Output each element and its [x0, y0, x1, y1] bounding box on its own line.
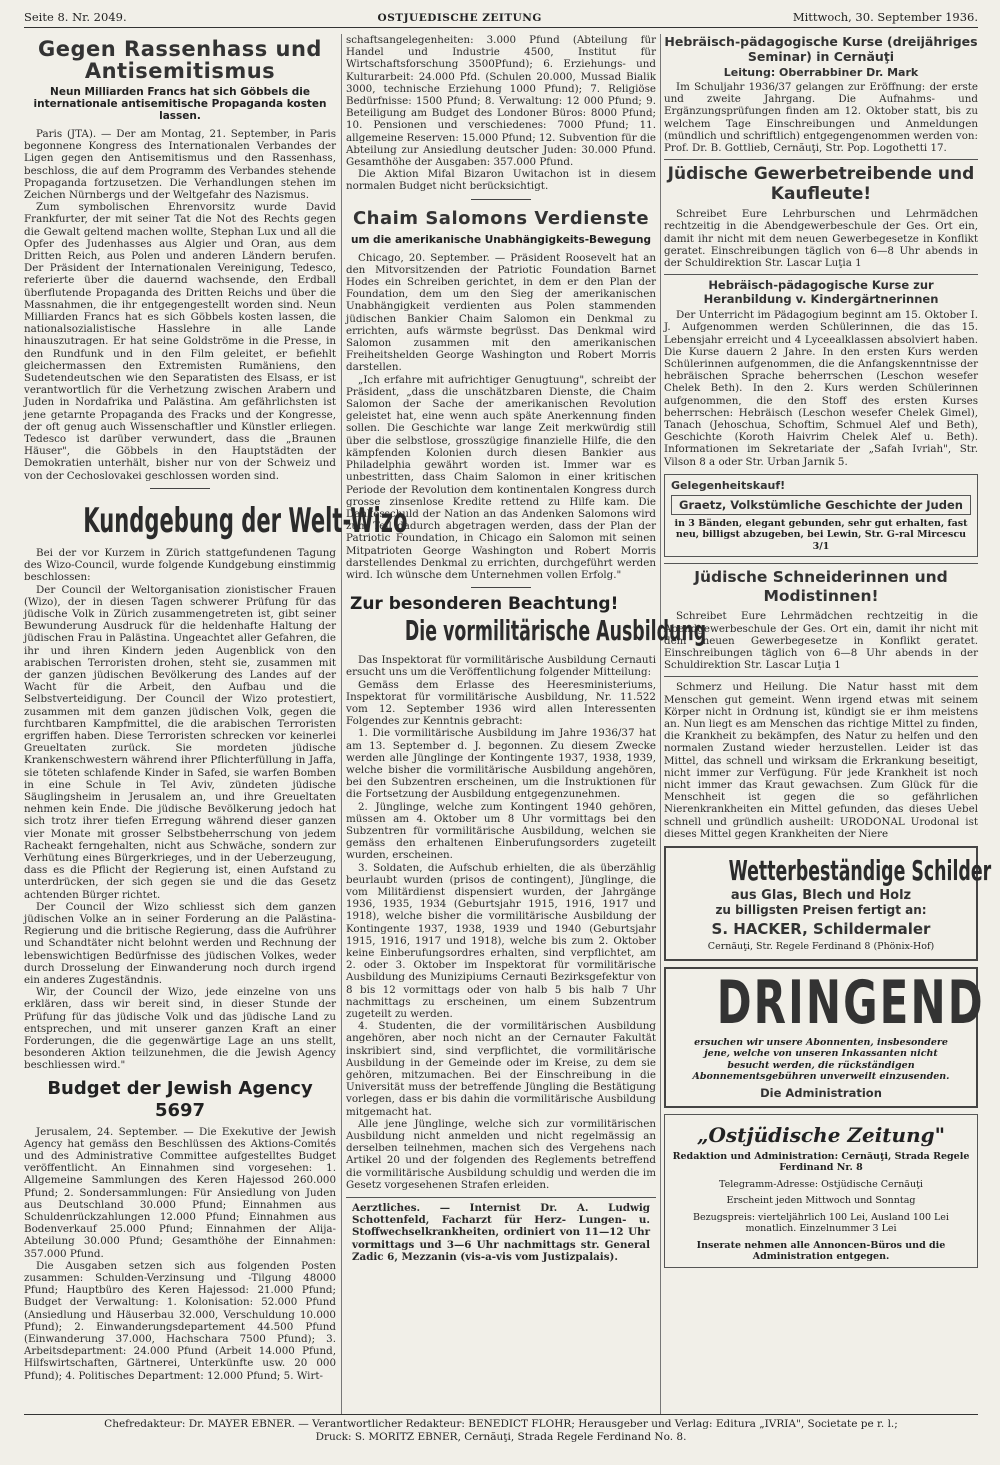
- ad-company-name: S. HACKER, Schildermaler: [711, 920, 931, 939]
- article-paragraph: Bei der vor Kurzem in Zürich stattgefundenen Tagung des Wizo-Council, wurde folgende Kundgebung einstimmig beschlossen:: [24, 546, 336, 584]
- ad-zeitung-impressum: [664, 1114, 978, 1268]
- ad-subtitle: zu billigsten Preisen fertigt an:: [715, 903, 927, 918]
- ad-title: Graetz, Volkstümliche Geschichte der Juden: [671, 495, 971, 515]
- ad-text: Schreibet Eure Lehrburschen und Lehrmädchen rechtzeitig in die Abendgewerbeschule der Ges. Ort ein, damit ihr nicht mit dem neuen Gewerbegesetze in Konflikt geratet. Einschreibungen täglich von 6—8 Uhr abends in der Schuldirektion Str. Lascar Luţia 1: [664, 208, 978, 270]
- ad-title: DRINGEND: [716, 967, 985, 1038]
- article-separator: [471, 587, 531, 588]
- article-title-rassenhass: Gegen Rassenhass und Antisemitismus: [38, 37, 322, 83]
- article-title-chaim: Chaim Salomons Verdienste: [352, 207, 650, 229]
- article-paragraph: Gemäss dem Erlasse des Heeresministeriums, Inspektorat für vormilitärische Ausbildung, Nr. 11.522 vom 12. September 1936 wird allen Interessenten Folgendes zur Kenntnis gebracht:: [346, 678, 656, 728]
- article-paragraph: schaftsangelegenheiten: 3.000 Pfund (Abteilung für Handel und Industrie 4500, Institut für Wirtschaftsforschung 3500Pfund); 6. Erziehungs- und Kulturarbeit: 24.000 Pfd. (Schulen 20.000, Mussad Bialik 3000, technische Erziehung 1000 Pfund); 7. Religiöse Bedürfnisse: 1500 Pfund; 8. Verwaltung: 12 000 Pfund; 9. Beteiligung am Budget des Londoner Büros: 8000 Pfund; 10. Pensionen und verschiedenes: 7000 Pfund; 11. allgemeine Reserven: 15.000 Pfund; 12. Subvention für die Abteilung zur Ansiedlung deutscher Juden: 30.000 Pfund. Gesamthöhe der Ausgaben: 357.000 Pfund.: [346, 34, 656, 169]
- article-title-wizo: Kundgebung der Welt-Wizo: [83, 500, 408, 541]
- article-title-budget: Budget der Jewish Agency 5697: [47, 1077, 313, 1121]
- ad-address: Cernăuţi, Str. Regele Ferdinand 8 (Phönix-Hof): [707, 941, 935, 953]
- column-1: [24, 34, 408, 1414]
- article-paragraph: Chicago, 20. September. — Präsident Roosevelt hat an den Mitvorsitzenden der Patriotic Foundation Barnet Hodes ein Schreiben gerichtet, in dem er den Plan der Foundation, dem um den Sieg der amerikanischen Unabhängigkeit verdienten aus Polen stammenden jüdischen Bankier Chaim Salomon ein Denkmal zu errichten, aufs wärmste begrüsst. Das Denkmal wird Salomon zusammen mit den amerikanischen Freiheitshelden George Washington und Robert Morris darstellen.: [346, 251, 656, 374]
- article-paragraph: Alle jene Jünglinge, welche sich zur vormilitärischen Ausbildung nicht anmelden und nicht regelmässig an derselben teilnehmen, machen sich des Vergehens nach Artikel 20 und der folgenden des Reglements betreffend die vormilitärische Ausbildung schuldig und werden die im Gesetz vorgesehenen Strafen erleiden.: [346, 1117, 656, 1191]
- ad-subtitle: aus Glas, Blech und Holz: [730, 888, 912, 904]
- ad-title: Jüdische Schneiderinnen und Modistinnen!: [694, 568, 948, 606]
- header-page-number: Seite 8. Nr. 2049.: [24, 10, 127, 24]
- footer-line: Druck: S. MORITZ EBNER, Cernăuţi, Strada Regele Ferdinand No. 8.: [315, 1431, 687, 1443]
- impressum-text: Inserate nehmen alle Annoncen-Büros und die Administration entgegen.: [696, 1239, 946, 1263]
- ad-text: Schreibet Eure Lehrmädchen rechtzeitig in die Abendgewerbeschule der Ges. Ort ein, damit ihr nicht mit dem neuen Gewerbegesetze in Konflikt geratet. Einschreibungen täglich von 6—8 Uhr abends in der Schuldirektion Str. Lascar Luţia 1: [664, 610, 978, 672]
- impressum-text: Telegramm-Adresse: Ostjüdische Cernăuţi: [719, 1178, 923, 1190]
- newspaper-page: [24, 10, 992, 1450]
- article-subtitle-chaim: um die amerikanische Unabhängigkeits-Bewegung: [350, 233, 651, 246]
- ad-schneiderinnen: [664, 563, 978, 671]
- column-divider: [341, 34, 342, 1414]
- ad-gelegenheitskauf: [664, 474, 978, 558]
- article-paragraph: Die Ausgaben setzen sich aus folgenden Posten zusammen: Schulden-Verzinsung und -Tilgung 48000 Pfund; Hauptbüro des Keren Hajessod: 21.000 Pfund; Budget der Verwaltung: 1. Kolonisation: 52.000 Pfund (Ansiedlung und Häuserbau 32.000, Verschuldung 10.000 Pfund); 2. Einwanderungsdepartement 44.500 Pfund (Einwanderung 37.000, Hachschara 7500 Pfund); 3. Arbeitsdepartment: 24.000 Pfund (Arbeit 14.000 Pfund, Hilfswirtschaften, Gärtnerei, Unterkünfte usw. 20 000 Pfund); 4. Politisches Department: 12.000 Pfund; 5. Wirt-: [24, 1259, 336, 1382]
- ad-signature: Die Administration: [760, 1085, 882, 1100]
- footer-line: Chefredakteur: Dr. MAYER EBNER. — Verantwortlicher Redakteur: BENEDICT FLOHR; Herausgeber und Verlag: Editura „IVRIA", Societate pe r. l.;: [104, 1418, 898, 1430]
- article-paragraph: 3. Soldaten, die Aufschub erhielten, die als überzählig beurlaubt wurden (prisos de contingent), Jünglinge, die vom Militärdienst dispensiert wurden, der Jahrgänge 1936, 1935, 1934 (Geburtsjahr 1915, 1916, 1917 und 1918), welche bisher die vormilitärische Ausbildung der Kontingente 1937, 1938, 1939 und 1940 (Geburtsjahr 1915, 1916, 1917 und 1918), welche bis zum 2. Oktober keine Einberufungsordres erhalten, sind verpflichtet, am 2. oder 3. Oktober im Inspektorat für vormilitärische Ausbildung des Munizipiums Cernauti Bezirksgefektur von 8 bis 12 vormittags oder von halb 5 bis halb 7 Uhr nachmittags zu erscheinen, um einem Subzentrum zugeteilt zu werden.: [346, 861, 656, 1021]
- ad-gewerbetreibende: [664, 159, 978, 269]
- article-paragraph: Paris (JTA). — Der am Montag, 21. September, in Paris begonnene Kongress des Internationalen Verbandes der Ligen gegen den Antisemitismus und den Rassenhass, beschloss, die auf dem Programm des Verbandes stehende Propaganda fortzusetzen. Die Verhandlungen stehen im Zeichen Nürnbergs und der Weltgefahr des Nazismus.: [24, 128, 336, 202]
- ad-text: in 3 Bänden, elegant gebunden, sehr gut erhalten, fast neu, billigst abzugeben, bei Lewin, Str. G-ral Mircescu 3/1: [674, 517, 968, 552]
- ad-text: Schmerz und Heilung. Die Natur hasst mit dem Menschen gut gemeint. Wenn irgend etwas mit seinem Körper nicht in Ordnung ist, kündigt sie er ihm meistens an. Nun liegt es am Menschen das richtige Mittel zu finden, die Krankheit zu bekämpfen, des Natur zu helfen und den normalen Zustand wieder herzustellen. Leider ist das Mittel, das schnell und wirksam die Erkrankung beseitigt, nicht immer zur Verfügung. Für jede Krankheit ist noch nicht immer das Kraut gewachsen. Zum Glück für die Menschheit ist gegen die so gefährlichen Nierenkrankheiten ein Mittel gefunden, das dieses Uebel schnell und gründlich ausheilt: URODONAL Urodonal ist dieses Mittel gegen Krankheiten der Niere: [664, 681, 978, 840]
- impressum-text: Bezugspreis: vierteljährlich 100 Lei, Ausland 100 Lei monatlich. Einzelnummer 3 Lei: [693, 1211, 949, 1235]
- newspaper-logo: „Ostjüdische Zeitung": [696, 1122, 946, 1147]
- impressum-text: Erscheint jeden Mittwoch und Sonntag: [726, 1195, 916, 1207]
- ad-text: ersuchen wir unsere Abonnenten, insbesondere jene, welche von unseren Inkassanten nicht besucht werden, die rückständigen Abonnementsgebühren unverweilt einzusenden.: [692, 1036, 950, 1083]
- ad-kindergaertnerinnen: [664, 274, 978, 468]
- ad-hebraeisch-kurse: [664, 34, 978, 154]
- article-paragraph: 1. Die vormilitärische Ausbildung im Jahre 1936/37 hat am 13. September d. J. begonnen. Zu diesem Zwecke werden alle Jünglinge der Kontingente 1937, 1938, 1939, welche bisher die vormilitärische Ausbildung angehören, bei den Subzentren erscheinen, um die Instruktionen für die Fortsetzung der Ausbildung entgegenzunehmen.: [346, 727, 656, 801]
- article-title-vormilitaerisch: Die vormilitärische Ausbildung: [404, 614, 707, 648]
- column-3: [664, 34, 992, 1414]
- article-paragraph: Der Council der Weltorganisation zionistischer Frauen (Wizo), der in diesen Tagen schwerer Prüfung für das jüdische Volk in Zürich zusammengetreten ist, gibt seiner Bewunderung Ausdruck für die heldenhafte Haltung der jüdischen Frau in Palästina. Ungeachtet aller Gefahren, die ihr und ihren Kindern jeden Augenblick von den arabischen Terroristen drohen, steht sie, zusammen mit der ganzen jüdischen Bevölkerung des Landes auf der Wacht für die Arbeit, den Aufbau und die Selbstverteidigung. Der Council der Wizo protestiert, zusammen mit dem ganzen jüdischen Volk, gegen die furchtbaren Kampfmittel, die die arabischen Terroristen ergriffen haben. Diese Terroristen schrecken vor keinerlei Greueltaten zurück. Sie mordeten jüdische Krankenschwestern während ihrer Pflichterfüllung in Jaffa, sie töteten schlafende Kinder in Safed, sie warfen Bomben in eine Schule in Tel Aviv, zündeten jüdische Säuglingsheim in Jerusalem an, und ihre Greueltaten nehmen kein Ende. Die jüdische Bevölkerung jedoch hat sich trotz ihrer tiefen Erregung während dieser ganzen vier Monate mit grosser Selbstbeherrschung von jedem Racheakt ferngehalten, nicht aus Schwäche, sondern zur Verhütung eines Bürgerkrieges, und in der Ueberzeugung, dass es die Pflicht der Regierung ist, einen Aufstand zu unterdrücken, der sich gegen sie und die das Gesetz achtenden Bürger richtet.: [24, 583, 336, 901]
- article-paragraph: Das Inspektorat für vormilitärische Ausbildung Cernauti ersucht uns um die Veröffentlichung folgender Mitteilung:: [346, 654, 656, 679]
- article-paragraph: Der Council der Wizo schliesst sich dem ganzen jüdischen Volke an in seiner Forderung an die Palästina-Regierung und die britische Regierung, dass die Aufrührer und Schandtäter nicht belohnt werden und Rechnung der lebenswichtigen Bedürfnisse des jüdischen Volkes, weder durch Drosselung der Einwanderung noch durch irgend ein anderes Zugeständnis.: [24, 900, 336, 986]
- ad-title: Jüdische Gewerbetreibende und Kaufleute!: [667, 164, 975, 205]
- page-footer: [24, 1414, 978, 1444]
- ad-schmerz-heilung: [664, 676, 978, 840]
- ad-title: Wetterbeständige Schilder: [728, 854, 992, 888]
- ad-text: Aerztliches. — Internist Dr. A. Ludwig Schottenfeld, Facharzt für Herz- Lungen- u. Stoffwechselkrankheiten, ordiniert von 11—12 Uhr vormittags und 3—6 Uhr nachmittags str. General Zadic 6, Mezzanin (vis-a-vis vom Justizpalais).: [352, 1202, 650, 1263]
- article-separator: [471, 199, 531, 200]
- ad-subtitle: Leitung: Oberrabbiner Dr. Mark: [723, 66, 919, 79]
- article-paragraph: 4. Studenten, die der vormilitärischen Ausbildung angehören, aber noch nicht an der Cernauter Fakultät inskribiert sind, sind verpflichtet, die vormilitärische Ausbildung in der Gemeinde oder im Kreise, zu dem sie gehören, mitzumachen. Bei der Einschreibung in die Universität muss der betreffende Jüngling die Bestätigung vorlegen, dass er bis dahin die vormilitärische Ausbildung mitgemacht hat.: [346, 1020, 656, 1118]
- ad-text: Im Schuljahr 1936/37 gelangen zur Eröffnung: der erste und zweite Jahrgang. Die Aufnahms- und Ergänzungsprüfungen finden am 12. Oktober statt, bis zu welchem Tage Einschreibungen und Anmeldungen (mündlich und schriftlich) entgegengenommen werden von: Prof. Dr. B. Gottlieb, Cernăuţi, Str. Pop. Logothetti 17.: [664, 81, 978, 155]
- article-paragraph: Wir, der Council der Wizo, jede einzelne von uns erklären, dass wir bereit sind, in dieser Stunde der Prüfung für das jüdische Volk und das jüdische Land zu entsprechen, und mit unserer ganzen Kraft an einer Forderungen, die die gegenwärtige Lage an uns stellt, besonderen Aktion teilzunehmen, die die Jewish Agency beschliessen wird.": [24, 986, 336, 1072]
- columns: [24, 34, 992, 1414]
- article-subtitle-rassenhass: Neun Milliarden Francs hat sich Göbbels die internationale antisemitische Propaganda kosten lassen.: [33, 86, 327, 122]
- article-paragraph: Die Aktion Mifal Bizaron Uwitachon ist in diesem normalen Budget nicht berücksichtigt.: [346, 168, 656, 193]
- ad-title: Hebräisch-pädagogische Kurse zur Heranbildung v. Kindergärtnerinnen: [703, 278, 939, 306]
- header-date: Mittwoch, 30. September 1936.: [792, 10, 978, 24]
- article-separator: [150, 488, 210, 489]
- article-paragraph: Zum symbolischen Ehrenvorsitz wurde David Frankfurter, der mit seiner Tat die Not des Rechts gegen die Gewalt geltend machen wollte, Stephan Lux und all die Opfer des Judenhasses aus Algier und Oran, aus dem Dritten Reich, aus Polen und anderen Ländern berufen. Der Präsident der Internationalen Vereinigung, Tedesco, referierte über die dauernd wachsende, den Erdball überflutende Propaganda des Dritten Reichs und über die Massnahmen, die ihr entgegengestellt worden sind. Neun Milliarden Francs hat es sich Göbbels kosten lassen, die nationalsozialistische Hasslehre in alle Lande hinauszutragen. Er hat seine Goldströme in die Presse, in den Rundfunk und in den Film geleitet, er befiehlt gleichermassen den Extremisten Rumäniens, den Sudetendeutschen wie den Separatisten des Elsass, er ist verantwortlich für die Verhetzung zwischen Arabern und Juden in Nordafrika und Palästina. Am gefährlichsten ist jene getarnte Propaganda des Fracks und der Kongresse, der oft genug auch Wissenschaftler und Künstler erliegen. Tedesco ist darüber verwundert, dass die „Braunen Häuser", die Göbbels in den Hauptstädten der Demokratien unterhält, bisher nur von der Schweiz und von der Cechoslovakei geschlossen worden sind.: [24, 201, 336, 482]
- ad-kicker: Gelegenheitskauf!: [671, 478, 786, 492]
- ad-aerztliches: [346, 1197, 656, 1267]
- ad-title: Hebräisch-pädagogische Kurse (dreijähriges Seminar) in Cernăuţi: [664, 34, 978, 64]
- page-header: [24, 10, 978, 28]
- column-divider: [660, 34, 661, 1414]
- ad-schilder: [664, 846, 992, 961]
- header-masthead: OSTJUEDISCHE ZEITUNG: [377, 12, 542, 24]
- article-paragraph: Jerusalem, 24. September. — Die Exekutive der Jewish Agency hat gemäss den Beschlüssen des Aktions-Comités und des Administrative Committee aufgestelltes Budget veröffentlicht. An Einnahmen sind vorgesehen: 1. Allgemeine Sammlungen des Keren Hajessod 260.000 Pfund; 2. Sondersammlungen: Für Ansiedlung von Juden aus Deutschland 30.000 Pfund; Einnahmen aus Schuldenrückzahlungen 12.000 Pfund; Einnahmen aus Bodenverkauf 25.000 Pfund; Einnahmen der Alija-Abteilung 30.000 Pfund; Gesamthöhe der Einnahmen: 357.000 Pfund.: [24, 1125, 336, 1260]
- impressum-text: Redaktion und Administration: Cernăuţi, Strada Regele Ferdinand Nr. 8: [672, 1150, 970, 1174]
- article-paragraph: „Ich erfahre mit aufrichtiger Genugtuung", schreibt der Präsident, „dass die unschätzbaren Dienste, die Chaim Salomon der Sache der amerikanischen Revolution geleistet hat, eine wenn auch späte Anerkennung finden sollen. Die Geschichte war lange Zeit merkwürdig still über die selbstlose, grosszügige finanzielle Hilfe, die den kämpfenden Kolonien durch diesen Bankier aus Philadelphia gewährt worden ist. Immer war es unbestritten, dass Chaim Salomon in einer kritischen Periode der Revolution dem kontinentalen Kongress durch grosse zinsenlose Kredite rettend zu Hilfe kam. Die Dankesschuld der Nation an das Andenken Salomons wird zum Teil dadurch abgetragen werden, dass der Plan der Patriotic Foundation, in Chicago ein Salomon mit seinen Mitpatrioten George Washington und Robert Morris darstellendes Denkmal zu errichten, durchgeführt werden wird. Ich wünsche dem Unternehmen vollen Erfolg.": [346, 373, 656, 581]
- article-kicker-beachtung: Zur besonderen Beachtung!: [350, 594, 619, 615]
- article-paragraph: 2. Jünglinge, welche zum Kontingent 1940 gehören, müssen am 4. Oktober um 8 Uhr vormittags bei den Subzentren für vormilitärische Ausbildung, welchen sie gemäss den erhaltenen Einberufungsorders zugeteilt wurden, erscheinen.: [346, 800, 656, 862]
- column-2: [346, 34, 707, 1414]
- ad-dringend: [664, 967, 985, 1108]
- ad-text: Der Unterricht im Pädagogium beginnt am 15. Oktober I. J. Aufgenommen werden Schülerinnen, die das 15. Lebensjahr erreicht und 4 Lyceealklassen absolviert haben. Die Kurse dauern 2 Jahre. In den ersten Kurs werden Schülerinnen aufgenommen, die die Anfangskenntnisse der hebräischen Sprache beherrschen (Leschon wesefer Chelek Beth). In den 2. Kurs werden Schülerinnen aufgenommen, die den Stoff des ersten Kurses beherrschen: Hebräisch (Leschon wesefer Chelek Gimel), Tanach (Jehoschua, Schoftim, Schmuel Alef und Beth), Geschichte (Koroth Haivrim Chelek Alef u. Beth). Informationen im Sekretariate der „Safah Ivriah", Str. Vilson 8 a oder Str. Urban Jarnik 5.: [664, 309, 978, 468]
